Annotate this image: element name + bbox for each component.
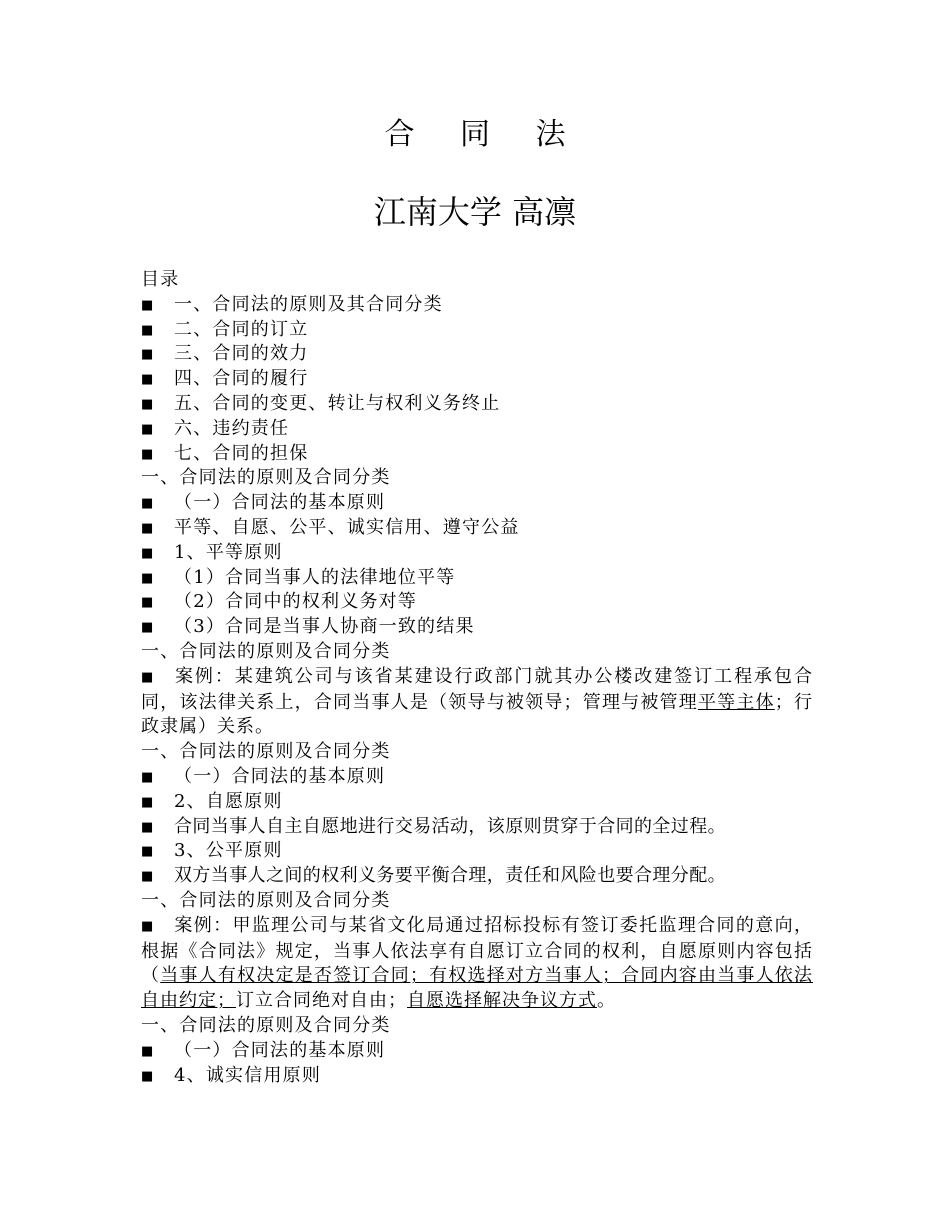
bullet-icon: ■ <box>141 297 155 313</box>
bullet-icon: ■ <box>141 1068 155 1084</box>
case-paragraph: ■ 案例：某建筑公司与该省某建设行政部门就其办公楼改建签订工程承包合同，该法律关系上，合同当事人是（领导与被领导；管理与被管理平等主体；行政隶属）关系。 <box>141 665 814 738</box>
bullet-icon: ■ <box>141 1043 155 1059</box>
list-item: ■ （一）合同法的基本原则 <box>141 491 813 516</box>
list-item: ■ 3、公平原则 <box>141 839 813 864</box>
bullet-icon: ■ <box>141 620 155 636</box>
bullet-icon: ■ <box>141 570 155 586</box>
bullet-icon: ■ <box>141 446 155 462</box>
bullet-icon: ■ <box>141 520 155 536</box>
answer-underlined: 当事人有权决定是否签订合同；有权选择对方当事人；合同内容由当事人依法自由约定； <box>141 965 814 1012</box>
bullet-icon: ■ <box>141 396 155 412</box>
bullet-icon: ■ <box>141 421 155 437</box>
list-item: ■ （一）合同法的基本原则 <box>141 1039 813 1064</box>
answer-underlined: 自愿选择解决争议方式 <box>407 990 597 1012</box>
section-heading: 一、合同法的原则及合同分类 <box>141 640 391 662</box>
document-body <box>141 268 813 1088</box>
toc-item: ■ 七、合同的担保 <box>141 442 813 467</box>
section-heading: 一、合同法的原则及合同分类 <box>141 889 391 911</box>
list-item: ■ 4、诚实信用原则 <box>141 1064 813 1089</box>
toc-item: ■ 三、合同的效力 <box>141 342 813 367</box>
bullet-icon: ■ <box>141 322 155 338</box>
section-heading: 一、合同法的原则及合同分类 <box>141 467 391 489</box>
list-item: ■ 合同当事人自主自愿地进行交易活动，该原则贯穿于合同的全过程。 <box>141 815 813 840</box>
list-item: ■ （一）合同法的基本原则 <box>141 765 813 790</box>
bullet-icon: ■ <box>141 794 155 810</box>
toc-item: ■ 二、合同的订立 <box>141 318 813 343</box>
toc-item: ■ 五、合同的变更、转让与权利义务终止 <box>141 392 813 417</box>
section-heading: 一、合同法的原则及合同分类 <box>141 1014 391 1036</box>
list-item: ■ 平等、自愿、公平、诚实信用、遵守公益 <box>141 516 813 541</box>
toc-item: ■ 四、合同的履行 <box>141 367 813 392</box>
bullet-icon: ■ <box>141 595 155 611</box>
bullet-icon: ■ <box>141 769 155 785</box>
toc-item: ■ 六、违约责任 <box>141 417 813 442</box>
bullet-icon: ■ <box>141 869 155 885</box>
list-item: ■ （3）合同是当事人协商一致的结果 <box>141 615 813 640</box>
bullet-icon: ■ <box>141 918 155 934</box>
list-item: ■ 双方当事人之间的权利义务要平衡合理，责任和风险也要合理分配。 <box>141 864 813 889</box>
case-paragraph: ■ 案例：甲监理公司与某省文化局通过招标投标有签订委托监理合同的意向，根据《合同法》规定，当事人依法享有自愿订立合同的权利，自愿原则内容包括（当事人有权决定是否签订合同；有权选择对方当事人；合同内容由当事人依法自由约定；订立合同绝对自由；自愿选择解决争议方式。 <box>141 914 814 1012</box>
bullet-icon: ■ <box>141 669 155 685</box>
toc-item: ■ 一、合同法的原则及其合同分类 <box>141 293 813 318</box>
list-item: ■ 1、平等原则 <box>141 541 813 566</box>
bullet-icon: ■ <box>141 545 155 561</box>
bullet-icon: ■ <box>141 372 155 388</box>
bullet-icon: ■ <box>141 844 155 860</box>
toc-label: 目录 <box>141 269 180 290</box>
list-item: ■ （2）合同中的权利义务对等 <box>141 590 813 615</box>
bullet-icon: ■ <box>141 347 155 363</box>
document-author: 江南大学 高凛 <box>373 193 577 231</box>
bullet-icon: ■ <box>141 496 155 512</box>
list-item: ■ （1）合同当事人的法律地位平等 <box>141 566 813 591</box>
list-item: ■ 2、自愿原则 <box>141 790 813 815</box>
bullet-icon: ■ <box>141 819 155 835</box>
answer-underlined: 平等主体 <box>697 691 775 713</box>
section-heading: 一、合同法的原则及合同分类 <box>141 741 391 763</box>
document-title: 合 同 法 <box>384 117 584 152</box>
